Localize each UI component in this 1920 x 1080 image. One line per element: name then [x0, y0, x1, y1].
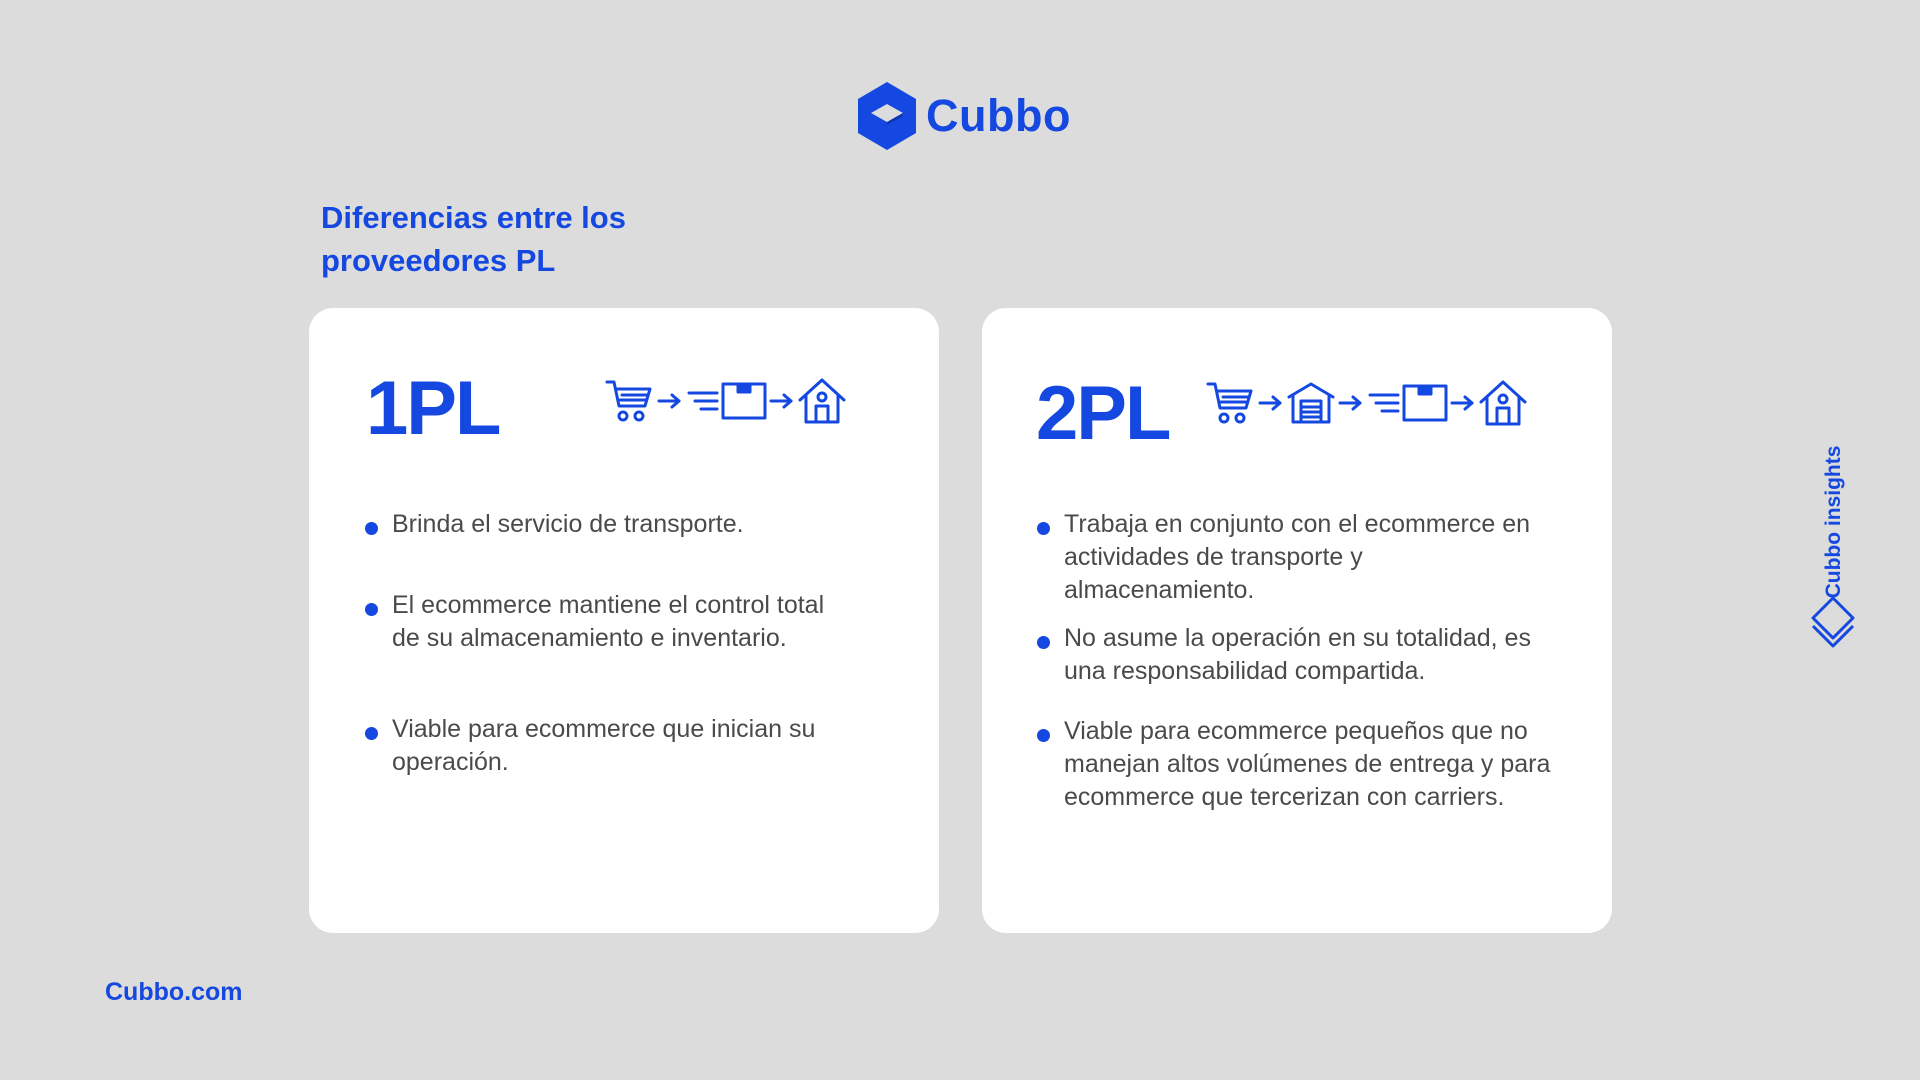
list-item: Brinda el servicio de transporte.: [365, 508, 835, 541]
list-item: El ecommerce mantiene el control total de su almacenamiento e inventario.: [365, 589, 835, 655]
cubbo-cube-icon: [858, 82, 916, 150]
page-title-line-2: proveedores PL: [321, 243, 556, 278]
cart-icon: [1206, 380, 1256, 426]
arrow-right-icon: [655, 391, 685, 411]
card-title: 2PL: [1036, 371, 1170, 456]
arrow-right-icon: [767, 391, 797, 411]
side-badge: [1808, 432, 1858, 652]
list-item: Viable para ecommerce que inician su operación.: [365, 713, 835, 779]
card-2pl: [982, 308, 1612, 933]
bullet-dot-icon: [365, 603, 378, 616]
bullet-dot-icon: [1037, 522, 1050, 535]
flow-diagram: [1206, 378, 1528, 428]
card-1pl: [309, 308, 939, 933]
list-item: Trabaja en conjunto con el ecommerce en actividades de transporte y almacenamiento.: [1037, 508, 1557, 607]
speed-lines-icon: [685, 387, 721, 415]
cubbo-logo: [858, 82, 1071, 150]
footer-site-link[interactable]: Cubbo.com: [105, 978, 243, 1006]
warehouse-icon: [1286, 381, 1336, 425]
list-item: Viable para ecommerce pequeños que no manejan altos volúmenes de entrega y para ecommerce que tercerizan con carriers.: [1037, 715, 1557, 814]
arrow-right-icon: [1336, 393, 1366, 413]
side-label: Cubbo insights: [1822, 445, 1845, 599]
speed-lines-icon: [1366, 389, 1402, 417]
arrow-right-icon: [1256, 393, 1286, 413]
page-title-line-1: Diferencias entre los: [321, 200, 626, 235]
list-item: No asume la operación en su totalidad, es una responsabilidad compartida.: [1037, 622, 1557, 688]
bullet-list: [365, 508, 835, 779]
box-icon: [1402, 384, 1448, 422]
bullet-list: [1037, 508, 1557, 814]
bullet-dot-icon: [1037, 636, 1050, 649]
house-icon: [797, 376, 847, 426]
bullet-dot-icon: [365, 522, 378, 535]
bullet-dot-icon: [365, 727, 378, 740]
box-icon: [721, 382, 767, 420]
card-title: 1PL: [366, 366, 500, 451]
logo-wordmark: Cubbo: [926, 90, 1071, 141]
house-icon: [1478, 378, 1528, 428]
flow-diagram: [605, 376, 847, 426]
arrow-right-icon: [1448, 393, 1478, 413]
bullet-dot-icon: [1037, 729, 1050, 742]
cart-icon: [605, 378, 655, 424]
page-title: [321, 196, 741, 282]
insights-diamond-icon: [1810, 596, 1856, 648]
